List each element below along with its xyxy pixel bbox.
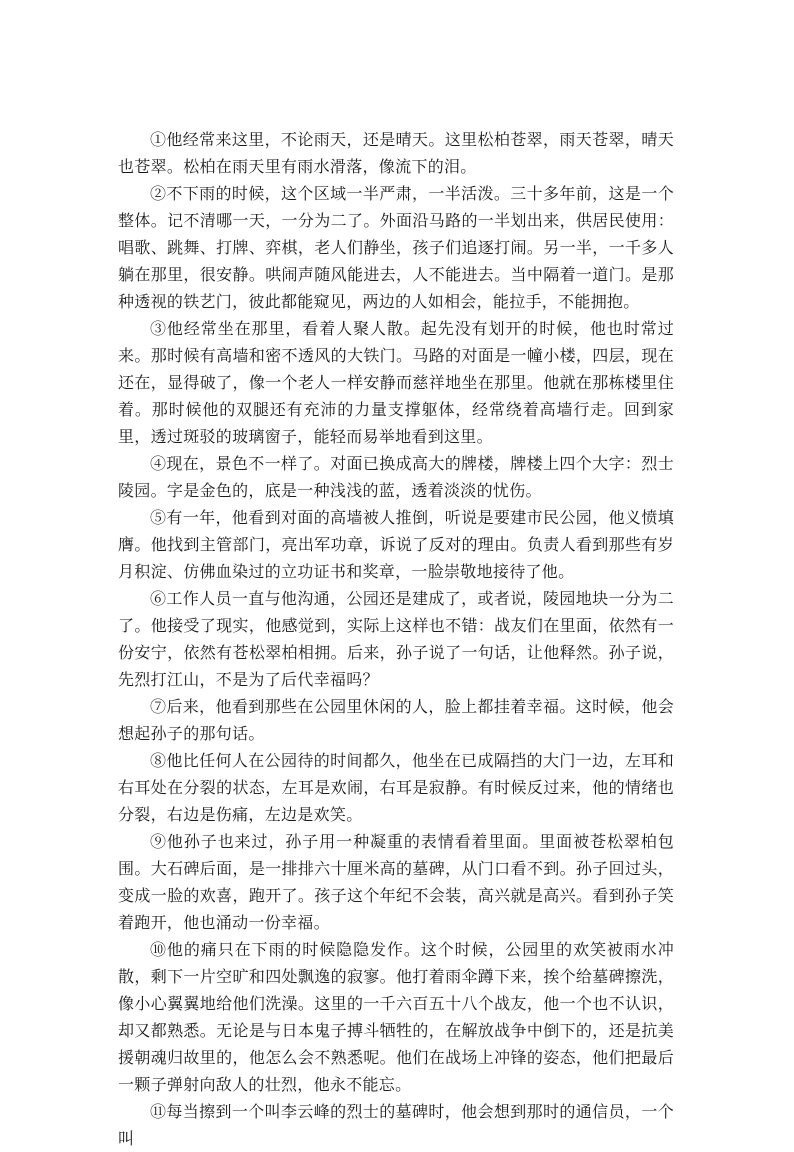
paragraph-6: ⑥工作人员一直与他沟通，公园还是建成了，或者说，陵园地块一分为二了。他接受了现实，他感觉到，实际上这样也不错：战友们在里面，依然有一份安宁，依然有苍松翠柏相拥。后来，孙子说了一句话，让他释然。孙子说，先烈打江山，不是为了后代幸福吗？ [118, 589, 674, 689]
article-body [118, 126, 674, 1152]
paragraph-3: ③他经常坐在那里，看着人聚人散。起先没有划开的时候，他也时常过来。那时候有高墙和密不透风的大铁门。马路的对面是一幢小楼，四层，现在还在，显得破了，像一个老人一样安静而慈祥地坐在那里。他就在那栋楼里住着。那时候他的双腿还有充沛的力量支撑躯体，经常绕着高墙行走。回到家里，透过斑驳的玻璃窗子，能轻而易举地看到这里。 [118, 319, 674, 446]
paragraph-11: ⑪每当擦到一个叫李云峰的烈士的墓碑时，他会想到那时的通信员，一个叫 [118, 1102, 674, 1148]
paragraph-10: ⑩他的痛只在下雨的时候隐隐发作。这个时候，公园里的欢笑被雨水冲散，剩下一片空旷和四处飘逸的寂寥。他打着雨伞蹲下来，挨个给墓碑擦洗，像小心翼翼地给他们洗澡。这里的一千六百五十八个战友，他一个也不认识，却又都熟悉。无论是与日本鬼子搏斗牺牲的，在解放战争中倒下的，还是抗美援朝魂归故里的，他怎么会不熟悉呢。他们在战场上冲锋的姿态，他们把最后一颗子弹射向敌人的壮烈，他永不能忘。 [118, 940, 674, 1094]
paragraph-4: ④现在，景色不一样了。对面已换成高大的牌楼，牌楼上四个大字：烈士陵园。字是金色的，底是一种浅浅的蓝，透着淡淡的忧伤。 [118, 454, 674, 500]
paragraph-8: ⑧他比任何人在公园待的时间都久，他坐在已成隔挡的大门一边，左耳和右耳处在分裂的状态，左耳是欢闹，右耳是寂静。有时候反过来，他的情绪也分裂，右边是伤痛，左边是欢笑。 [118, 751, 674, 824]
paragraph-7: ⑦后来，他看到那些在公园里休闲的人，脸上都挂着幸福。这时候，他会想起孙子的那句话。 [118, 697, 674, 743]
paragraph-1: ①他经常来这里，不论雨天，还是晴天。这里松柏苍翠，雨天苍翠，晴天也苍翠。松柏在雨天里有雨水滑落，像流下的泪。 [118, 130, 674, 176]
paragraph-5: ⑤有一年，他看到对面的高墙被人推倒，听说是要建市民公园，他义愤填膺。他找到主管部门，亮出军功章，诉说了反对的理由。负责人看到那些有岁月积淀、仿佛血染过的立功证书和奖章，一脸崇敬地接待了他。 [118, 508, 674, 581]
paragraph-2: ②不下雨的时候，这个区域一半严肃，一半活泼。三十多年前，这是一个整体。记不清哪一天，一分为二了。外面沿马路的一半划出来，供居民使用：唱歌、跳舞、打牌、弈棋，老人们静坐，孩子们追逐打闹。另一半，一千多人躺在那里，很安静。哄闹声随风能进去，人不能进去。当中隔着一道门。是那种透视的铁艺门，彼此都能窥见，两边的人如相会，能拉手，不能拥抱。 [118, 184, 674, 311]
paragraph-9: ⑨他孙子也来过，孙子用一种凝重的表情看着里面。里面被苍松翠柏包围。大石碑后面，是一排排六十厘米高的墓碑，从门口看不到。孙子回过头，变成一脸的欢喜，跑开了。孩子这个年纪不会装，高兴就是高兴。看到孙子笑着跑开，他也涌动一份幸福。 [118, 832, 674, 932]
